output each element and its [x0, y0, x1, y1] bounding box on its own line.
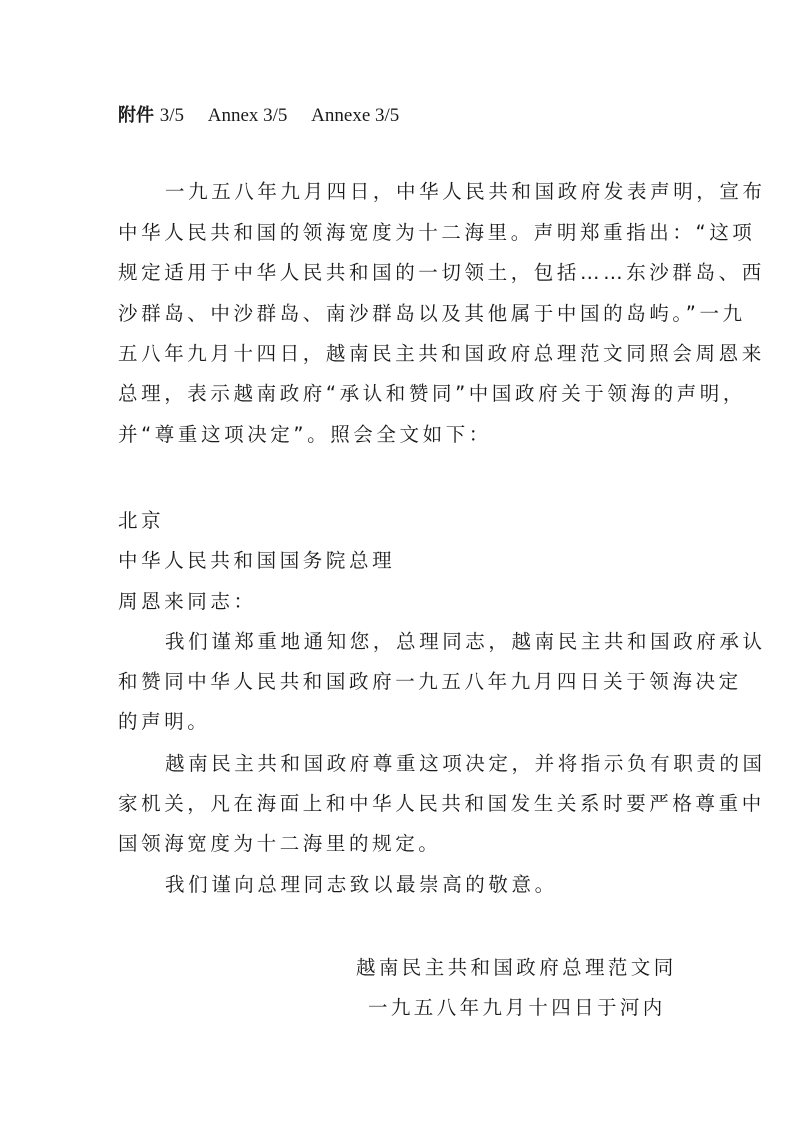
signature-date-place: 一九五八年九月十四日于河内 — [368, 996, 666, 1019]
intro-line: 一九五八年九月四日，中华人民共和国政府发表声明，宣布 — [165, 180, 766, 203]
intro-line: 五八年九月十四日，越南民主共和国政府总理范文同照会周恩来 — [118, 342, 765, 365]
letter-paragraph-line: 越南民主共和国政府尊重这项决定，并将指示负有职责的国 — [165, 752, 766, 775]
salutation: 周恩来同志： — [118, 590, 257, 613]
annex-label-en: Annex 3/5 — [207, 105, 288, 126]
signature-name: 越南民主共和国政府总理范文同 — [356, 956, 677, 979]
annex-number-zh: 3/5 — [159, 105, 185, 126]
annex-label-fr: Annexe 3/5 — [311, 105, 400, 126]
letter-paragraph-line: 和赞同中华人民共和国政府一九五八年九月四日关于领海决定 — [118, 670, 742, 693]
letter-paragraph-line: 家机关，凡在海面上和中华人民共和国发生关系时要严格尊重中 — [118, 792, 765, 815]
address-title: 中华人民共和国国务院总理 — [118, 549, 396, 572]
closing-line: 我们谨向总理同志致以最崇高的敬意。 — [165, 873, 558, 896]
intro-line: 并“尊重这项决定”。照会全文如下： — [118, 423, 492, 446]
address-city: 北京 — [118, 509, 165, 532]
annex-label-zh: 附件 — [118, 105, 154, 126]
annex-label — [118, 103, 399, 129]
intro-line: 总理，表示越南政府“承认和赞同”中国政府关于领海的声明， — [118, 382, 747, 405]
intro-line: 规定适用于中华人民共和国的一切领土，包括……东沙群岛、西 — [118, 261, 765, 284]
intro-line: 沙群岛、中沙群岛、南沙群岛以及其他属于中国的岛屿。”一九 — [118, 302, 746, 325]
letter-paragraph-line: 的声明。 — [118, 710, 211, 733]
letter-paragraph-line: 国领海宽度为十二海里的规定。 — [118, 832, 442, 855]
intro-line: 中华人民共和国的领海宽度为十二海里。声明郑重指出：“这项 — [118, 221, 756, 244]
letter-paragraph-line: 我们谨郑重地通知您，总理同志，越南民主共和国政府承认 — [165, 630, 766, 653]
